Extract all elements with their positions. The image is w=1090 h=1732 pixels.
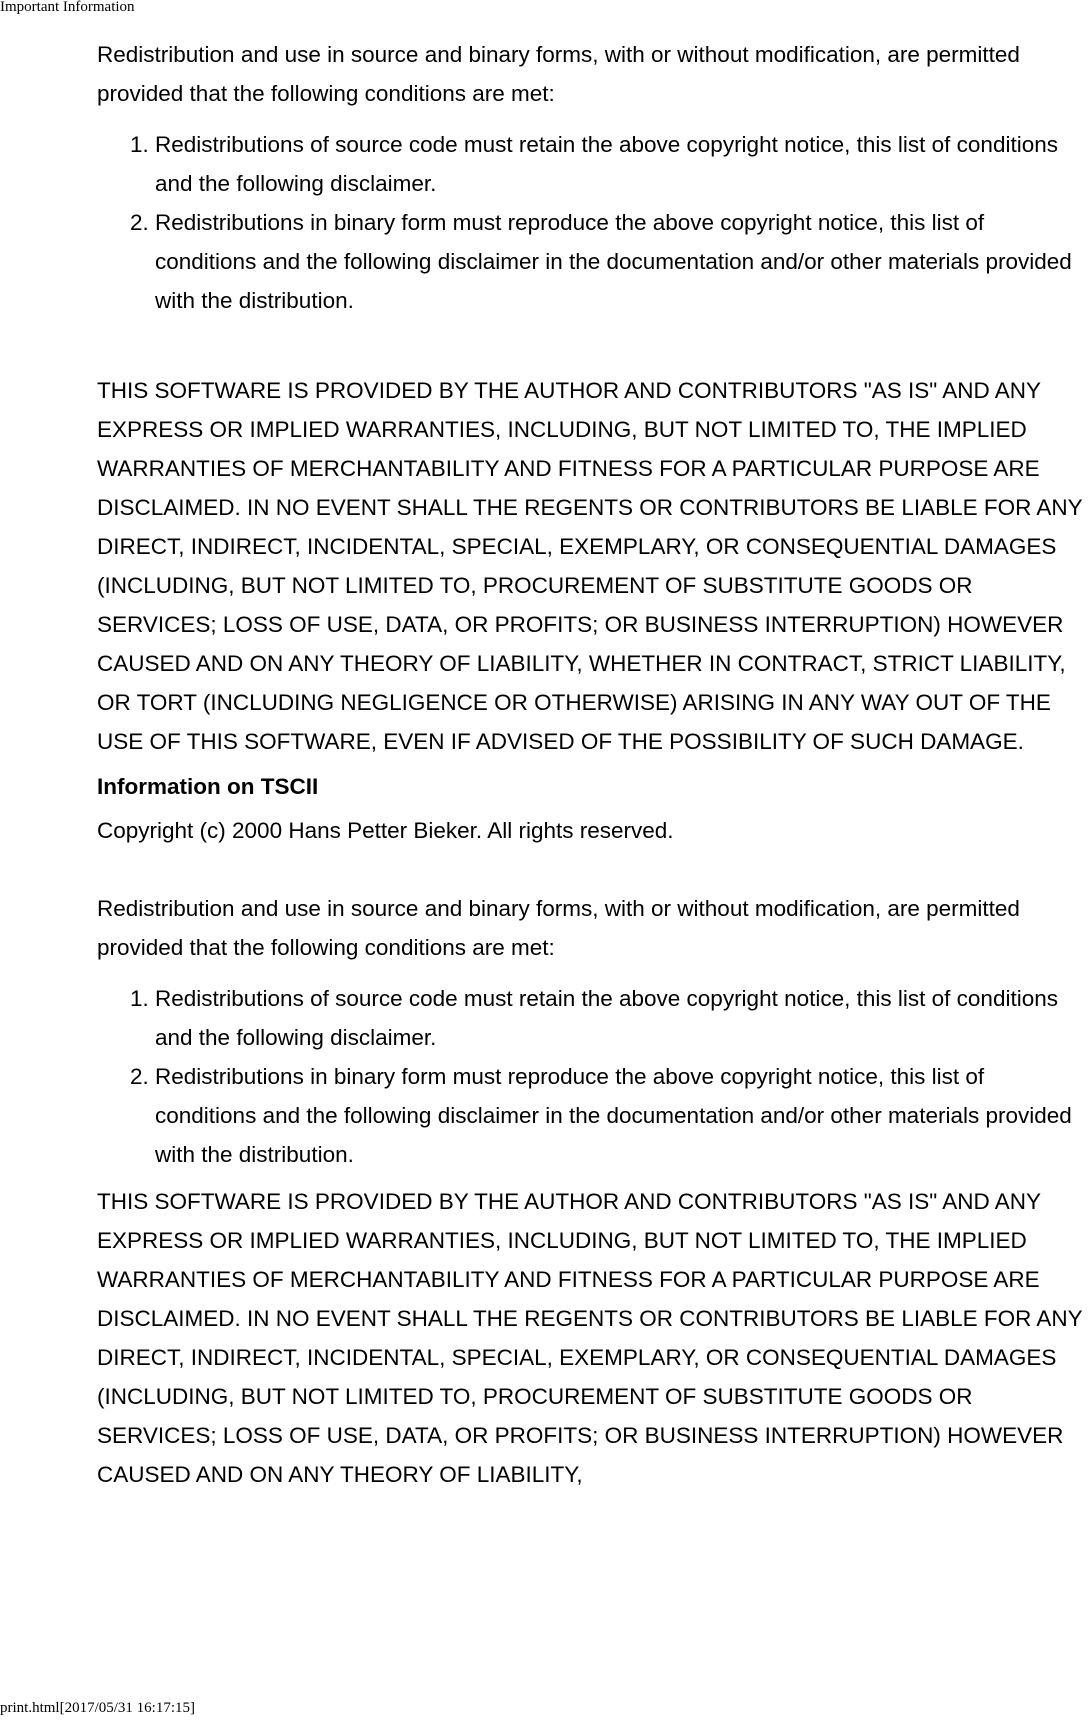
condition-item: 2. Redistributions in binary form must reproduce the above copyright notice, this list of conditions and the following disclaimer in the documentation and/or other materials provided with the distribution.: [155, 1057, 1087, 1174]
license-disclaimer: THIS SOFTWARE IS PROVIDED BY THE AUTHOR AND CONTRIBUTORS "AS IS" AND ANY EXPRESS OR IMPLIED WARRANTIES, INCLUDING, BUT NOT LIMITED TO, THE IMPLIED WARRANTIES OF MERCHANTABILITY AND FITNESS FOR A PARTICULAR PURPOSE ARE DISCLAIMED. IN NO EVENT SHALL THE REGENTS OR CONTRIBUTORS BE LIABLE FOR ANY DIRECT, INDIRECT, INCIDENTAL, SPECIAL, EXEMPLARY, OR CONSEQUENTIAL DAMAGES (INCLUDING, BUT NOT LIMITED TO, PROCUREMENT OF SUBSTITUTE GOODS OR SERVICES; LOSS OF USE, DATA, OR PROFITS; OR BUSINESS INTERRUPTION) HOWEVER CAUSED AND ON ANY THEORY OF LIABILITY, WHETHER IN CONTRACT, STRICT LIABILITY, OR TORT (INCLUDING NEGLIGENCE OR OTHERWISE) ARISING IN ANY WAY OUT OF THE USE OF THIS SOFTWARE, EVEN IF ADVISED OF THE POSSIBILITY OF SUCH DAMAGE.: [97, 378, 1083, 754]
document-content: [97, 35, 1087, 1494]
copyright-notice: Copyright (c) 2000 Hans Petter Bieker. All rights reserved.: [97, 818, 674, 843]
condition-item: 2. Redistributions in binary form must reproduce the above copyright notice, this list of conditions and the following disclaimer in the documentation and/or other materials provided with the distribution.: [155, 203, 1087, 320]
condition-item: 1. Redistributions of source code must retain the above copyright notice, this list of conditions and the following disclaimer.: [155, 125, 1087, 203]
page-header-title: Important Information: [0, 0, 135, 15]
section-heading: Information on TSCII: [97, 774, 319, 799]
conditions-list: [97, 125, 1087, 320]
conditions-list: [97, 979, 1087, 1174]
condition-item: 1. Redistributions of source code must retain the above copyright notice, this list of conditions and the following disclaimer.: [155, 979, 1087, 1057]
page-footer-url: print.html[2017/05/31 16:17:15]: [0, 1700, 195, 1716]
license-intro: Redistribution and use in source and binary forms, with or without modification, are permitted provided that the following conditions are met:: [97, 42, 1020, 106]
license-intro: Redistribution and use in source and binary forms, with or without modification, are permitted provided that the following conditions are met:: [97, 896, 1020, 960]
license-disclaimer: THIS SOFTWARE IS PROVIDED BY THE AUTHOR AND CONTRIBUTORS "AS IS" AND ANY EXPRESS OR IMPLIED WARRANTIES, INCLUDING, BUT NOT LIMITED TO, THE IMPLIED WARRANTIES OF MERCHANTABILITY AND FITNESS FOR A PARTICULAR PURPOSE ARE DISCLAIMED. IN NO EVENT SHALL THE REGENTS OR CONTRIBUTORS BE LIABLE FOR ANY DIRECT, INDIRECT, INCIDENTAL, SPECIAL, EXEMPLARY, OR CONSEQUENTIAL DAMAGES (INCLUDING, BUT NOT LIMITED TO, PROCUREMENT OF SUBSTITUTE GOODS OR SERVICES; LOSS OF USE, DATA, OR PROFITS; OR BUSINESS INTERRUPTION) HOWEVER CAUSED AND ON ANY THEORY OF LIABILITY,: [97, 1189, 1083, 1487]
